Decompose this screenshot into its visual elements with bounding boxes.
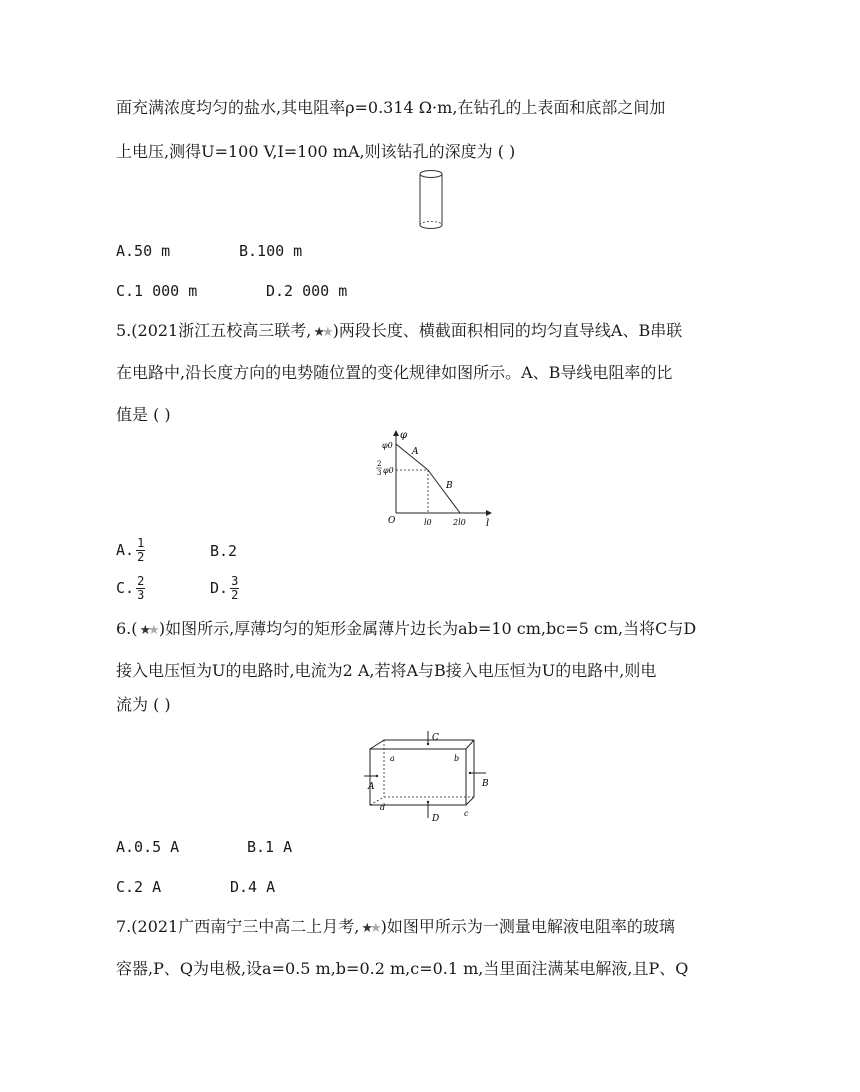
q7-line-2: 容器,P、Q为电极,设a=0.5 m,b=0.2 m,c=0.1 m,当里面注满某电解液,且P、Q (116, 959, 689, 978)
fig-label-D: D (432, 814, 440, 824)
q5-option-c: C. $\frac{2}{3}$ (116, 574, 145, 602)
q5-option-d: D. $\frac{3}{2}$ (210, 574, 239, 602)
graph-y-tick-1: φ0 (382, 441, 393, 450)
graph-y-tick-2-num: 2 (377, 460, 382, 468)
fig-label-B: B (482, 779, 489, 789)
q4-option-d: D.2 000 m (266, 282, 348, 300)
q4-line-2: 上电压,测得U=100 V,I=100 mA,则该钻孔的深度为 ( ) (116, 142, 516, 161)
graph-x-tick-1: l0 (424, 518, 432, 527)
graph-origin-label: O (388, 516, 396, 526)
graph-y-tick-2-den: 3 (377, 469, 382, 477)
q6-metal-sheet-figure (364, 728, 498, 826)
q4-option-c: C.1 000 m (116, 282, 198, 300)
q4-cylinder-figure (414, 168, 448, 232)
q4-option-a: A.50 m (116, 242, 171, 260)
fig-corner-d: d (380, 803, 386, 812)
fig-corner-b: b (454, 754, 460, 763)
q5-source: 5.(2021浙江五校高三联考, (116, 321, 312, 340)
graph-label-a: A (412, 447, 419, 457)
fraction-three-halves: $\frac{3}{2}$ (231, 574, 239, 602)
fraction-one-half: $\frac{1}{2}$ (137, 536, 145, 564)
graph-label-b: B (446, 481, 453, 491)
q6-option-d: D.4 A (230, 878, 276, 896)
graph-y-tick-2: φ0 (383, 466, 394, 475)
q6-line-3: 流为 ( ) (116, 695, 171, 714)
graph-y-axis-label: φ (400, 430, 408, 441)
q5-potential-graph (368, 428, 498, 530)
difficulty-star-icon: ★★ (313, 325, 331, 340)
q7-line-1: 7.(2021广西南宁三中高二上月考, ★★ )如图甲所示为一测量电解液电阻率的玻璃 (116, 916, 675, 940)
fig-corner-a: a (390, 754, 395, 763)
difficulty-star-icon: ★★ (361, 921, 379, 936)
fig-label-C: C (432, 733, 439, 743)
graph-x-axis-label: l (486, 518, 490, 529)
q5-option-a: A. $\frac{1}{2}$ (116, 536, 145, 564)
q6-option-c: C.2 A (116, 878, 162, 896)
q5-stem-start: )两段长度、横截面积相同的均匀直导线A、B串联 (332, 321, 683, 340)
q5-line-3: 值是 ( ) (116, 405, 171, 424)
graph-x-tick-2: 2l0 (453, 518, 466, 527)
q5-line-1 (116, 320, 682, 344)
q6-line-2: 接入电压恒为U的电路时,电流为2 A,若将A与B接入电压恒为U的电路中,则电 (116, 661, 657, 680)
fig-label-A: A (368, 782, 375, 792)
q6-option-b: B.1 A (247, 838, 293, 856)
q4-option-b: B.100 m (239, 242, 303, 260)
q6-line-1: 6.( ★★ )如图所示,厚薄均匀的矩形金属薄片边长为ab=10 cm,bc=5 cm,当将C与D (116, 618, 696, 642)
q5-line-2: 在电路中,沿长度方向的电势随位置的变化规律如图所示。A、B导线电阻率的比 (116, 363, 673, 382)
difficulty-star-icon: ★★ (139, 623, 157, 638)
q4-line-1: 面充满浓度均匀的盐水,其电阻率ρ=0.314 Ω·m,在钻孔的上表面和底部之间加 (116, 98, 666, 117)
q6-option-a: A.0.5 A (116, 838, 180, 856)
q5-option-b: B.2 (210, 542, 238, 560)
fraction-two-thirds: $\frac{2}{3}$ (137, 574, 145, 602)
fig-corner-c: c (464, 809, 469, 818)
